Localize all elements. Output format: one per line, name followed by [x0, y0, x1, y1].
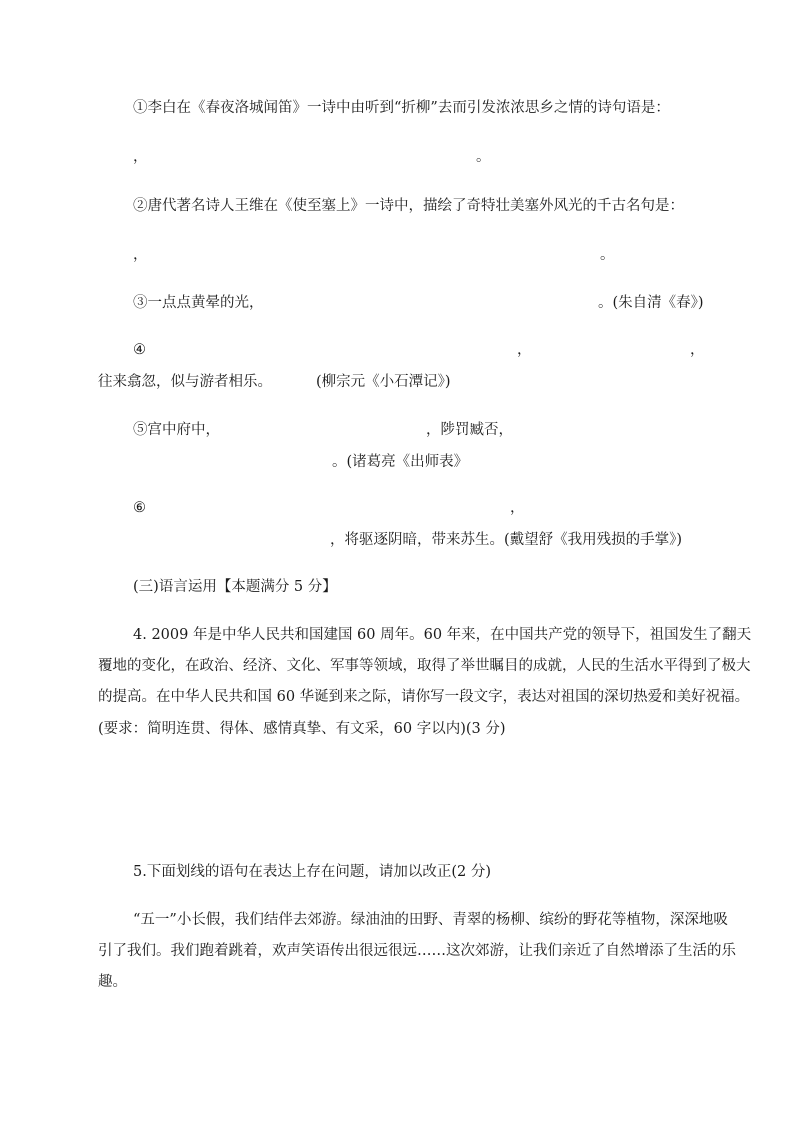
q1-comma: ， — [133, 149, 148, 165]
question4-line: 的提高。在中华人民共和国 60 华诞到来之际，请你写一段文字，表达对祖国的深切热爱和美好祝福。 — [98, 689, 750, 705]
q6-line2: ，将驱逐阴暗，带来苏生。(戴望舒《我用残损的手掌》) — [330, 532, 683, 548]
q1-prompt: ①李白在《春夜洛城闻笛》一诗中由听到“折柳”去而引发浓浓思乡之情的诗句语是： — [133, 100, 670, 116]
q4-comma1: ， — [517, 342, 532, 358]
q1-period: 。 — [476, 149, 491, 165]
q2-comma: ， — [133, 247, 148, 263]
q5-start: ⑤宫中府中， — [133, 422, 220, 438]
q5-source: 。(诸葛亮《出师表》 — [332, 454, 469, 470]
question5-line: 引了我们。我们跑着跳着，欢声笑语传出很远很远……这次郊游，让我们亲近了自然增添了生活的乐 — [98, 943, 736, 959]
q6-comma: ， — [510, 500, 525, 516]
question4-line: 4. 2009 年是中华人民共和国建国 60 周年。60 年来，在中国共产党的领导下，祖国发生了翻天 — [133, 627, 752, 643]
q4-number: ④ — [133, 342, 146, 358]
q6-number: ⑥ — [133, 500, 146, 516]
q4-comma2: ， — [690, 342, 705, 358]
q4-line2: 往来翕忽，似与游者相乐。 — [98, 374, 272, 390]
q2-prompt: ②唐代著名诗人王维在《使至塞上》一诗中，描绘了奇特壮美塞外风光的千古名句是： — [133, 198, 684, 214]
question4-line: 覆地的变化，在政治、经济、文化、军事等领域，取得了举世瞩目的成就，人民的生活水平得到了极大 — [98, 658, 751, 674]
question4-line: (要求：简明连贯、得体、感情真挚、有文采，60 字以内)(3 分) — [98, 721, 506, 737]
section-heading: (三)语言运用【本题满分 5 分】 — [133, 579, 337, 595]
q3-source: 。(朱自清《春》) — [598, 295, 704, 311]
question5-line: “五一”小长假，我们结伴去郊游。绿油油的田野、青翠的杨柳、缤纷的野花等植物，深深地吸 — [133, 912, 728, 928]
question5-line: 趣。 — [98, 974, 127, 990]
q5-middle: ，陟罚臧否， — [426, 422, 513, 438]
q2-period: 。 — [600, 247, 615, 263]
question5-title: 5.下面划线的语句在表达上存在问题，请加以改正(2 分) — [133, 864, 491, 880]
q4-source: (柳宗元《小石潭记》) — [316, 374, 451, 390]
q3-text: ③一点点黄晕的光， — [133, 295, 264, 311]
